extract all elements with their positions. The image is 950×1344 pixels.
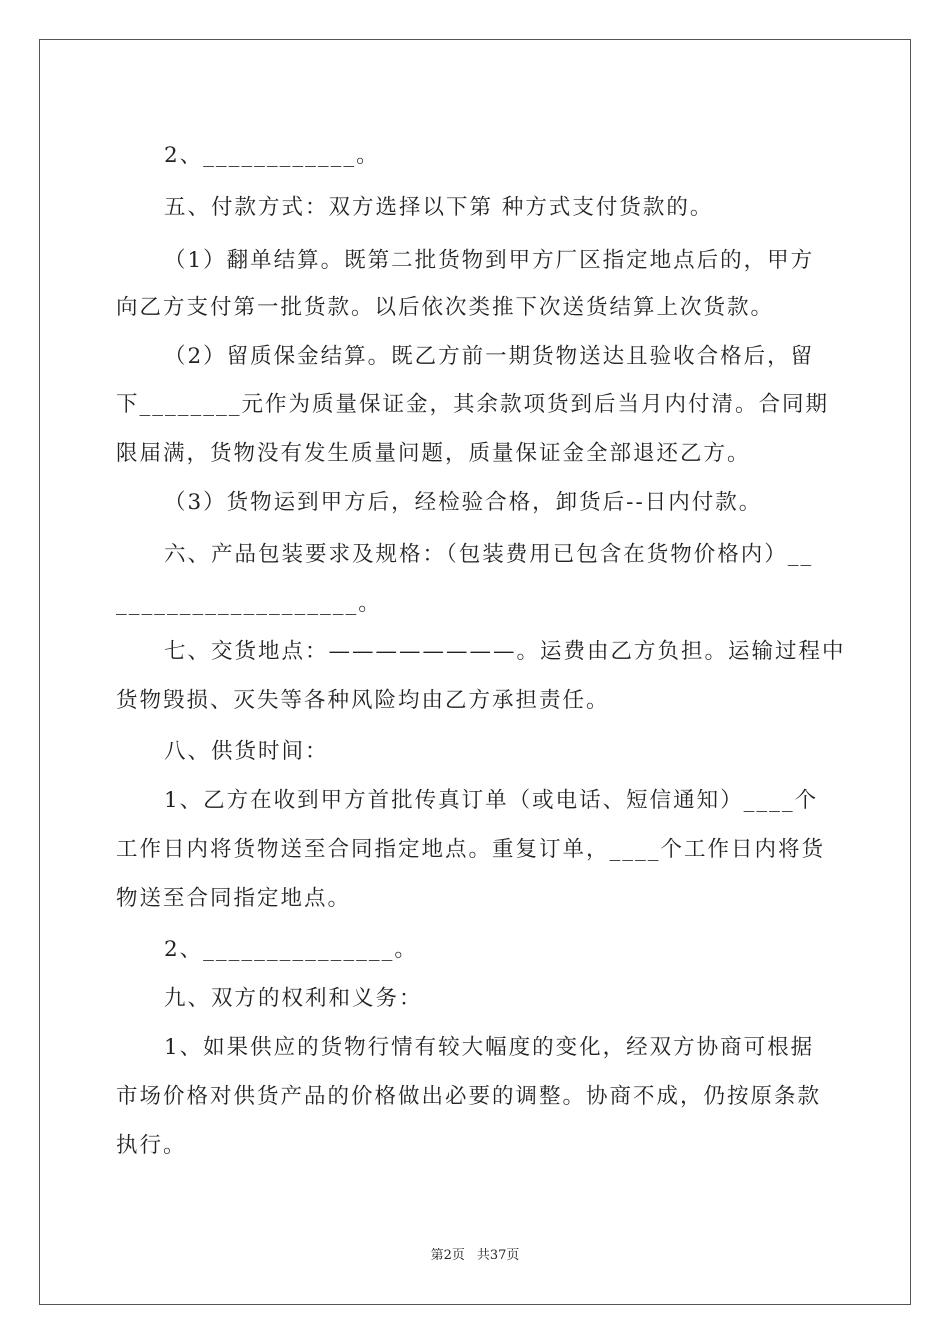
paragraph-line: 货物毁损、灭失等各种风险均由乙方承担责任。 (116, 688, 610, 713)
paragraph-line: 2、_______________。 (164, 937, 418, 962)
paragraph-line: 七、交货地点：————————。运费由乙方负担。运输过程中 (164, 639, 846, 664)
paragraph-line: 九、双方的权利和义务： (164, 986, 423, 1011)
page-border (39, 39, 911, 1305)
page-total: 共37页 (476, 1248, 520, 1263)
paragraph-line: （3）货物运到甲方后，经检验合格，卸货后--日内付款。 (164, 490, 763, 515)
paragraph-line: 1、如果供应的货物行情有较大幅度的变化，经双方协商可根据 (164, 1035, 815, 1060)
paragraph-line: 工作日内将货物送至合同指定地点。重复订单，____个工作日内将货 (116, 837, 826, 862)
paragraph-line: 市场价格对供货产品的价格做出必要的调整。协商不成，仍按原条款 (116, 1084, 822, 1109)
paragraph-line: 向乙方支付第一批货款。以后依次类推下次送货结算上次货款。 (116, 295, 775, 320)
paragraph-line: 五、付款方式：双方选择以下第 种方式支付货款的。 (164, 195, 714, 220)
page-number: 第2页 (430, 1248, 465, 1263)
paragraph-line: ___________________。 (116, 591, 382, 616)
paragraph-line: 限届满，货物没有发生质量问题，质量保证金全部退还乙方。 (116, 441, 751, 466)
paragraph-line: 下________元作为质量保证金，其余款项货到后当月内付清。合同期 (116, 392, 830, 417)
paragraph-line: 六、产品包装要求及规格：（包装费用已包含在货物价格内）__ (164, 542, 814, 567)
paragraph-line: 1、乙方在收到甲方首批传真订单（或电话、短信通知）____个 (164, 788, 819, 813)
paragraph-line: （1）翻单结算。既第二批货物到甲方厂区指定地点后的，甲方 (164, 248, 815, 273)
paragraph-line: 八、供货时间： (164, 739, 329, 764)
paragraph-line: 2、____________。 (164, 143, 380, 168)
paragraph-line: （2）留质保金结算。既乙方前一期货物送达且验收合格后，留 (164, 344, 815, 369)
page-footer (0, 1244, 950, 1263)
paragraph-line: 物送至合同指定地点。 (116, 886, 352, 911)
paragraph-line: 执行。 (116, 1133, 187, 1158)
